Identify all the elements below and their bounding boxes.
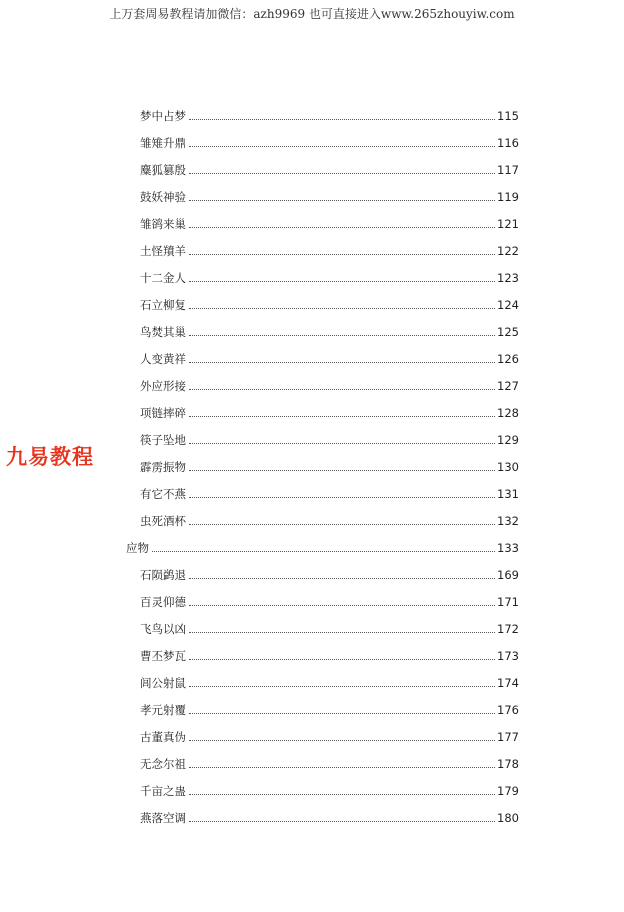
toc-entry-title: 燕落空调 — [140, 811, 186, 825]
toc-entry-title: 石立柳复 — [140, 298, 186, 312]
dot-leader — [189, 442, 495, 444]
toc-entry-title: 千亩之蛊 — [140, 784, 186, 798]
dot-leader — [189, 199, 495, 201]
toc-entry[interactable] — [140, 447, 519, 474]
toc-entry[interactable] — [140, 663, 519, 690]
toc-entry-title: 飞鸟以凶 — [140, 622, 186, 636]
dot-leader — [189, 766, 495, 768]
toc-entry-page-number: 125 — [497, 325, 519, 339]
toc-entry-page-number: 123 — [497, 271, 519, 285]
toc-entry[interactable] — [140, 123, 519, 150]
toc-entry[interactable] — [140, 744, 519, 771]
dot-leader — [189, 226, 495, 228]
dot-leader — [189, 712, 495, 714]
toc-entry-title: 鼓妖神验 — [140, 190, 186, 204]
toc-entry-title: 雏鹆来巢 — [140, 217, 186, 231]
toc-entry-title: 梦中占梦 — [140, 109, 186, 123]
toc-entry-page-number: 169 — [497, 568, 519, 582]
toc-entry-page-number: 126 — [497, 352, 519, 366]
toc-entry-page-number: 124 — [497, 298, 519, 312]
dot-leader — [189, 172, 495, 174]
dot-leader — [189, 253, 495, 255]
dot-leader — [189, 469, 495, 471]
toc-entry[interactable] — [140, 177, 519, 204]
dot-leader — [189, 361, 495, 363]
dot-leader — [152, 550, 495, 552]
dot-leader — [189, 118, 495, 120]
toc-entry-page-number: 115 — [497, 109, 519, 123]
toc-entry-title: 霹雳振物 — [140, 460, 186, 474]
dot-leader — [189, 793, 495, 795]
toc-entry-title: 麋狐篡殷 — [140, 163, 186, 177]
toc-entry[interactable] — [140, 501, 519, 528]
toc-entry-page-number: 178 — [497, 757, 519, 771]
toc-entry-page-number: 130 — [497, 460, 519, 474]
toc-entry-page-number: 129 — [497, 433, 519, 447]
toc-entry[interactable] — [140, 393, 519, 420]
dot-leader — [189, 658, 495, 660]
toc-entry-title: 百灵仰德 — [140, 595, 186, 609]
watermark-logo: 九易教程 — [6, 445, 94, 469]
dot-leader — [189, 496, 495, 498]
dot-leader — [189, 685, 495, 687]
toc-entry[interactable] — [140, 231, 519, 258]
toc-entry-title: 土怪羵羊 — [140, 244, 186, 258]
toc-entry[interactable] — [140, 690, 519, 717]
toc-entry-page-number: 117 — [497, 163, 519, 177]
dot-leader — [189, 145, 495, 147]
toc-entry-title: 曹丕梦瓦 — [140, 649, 186, 663]
toc-entry-title: 外应形接 — [140, 379, 186, 393]
toc-entry[interactable] — [140, 150, 519, 177]
toc-entry-page-number: 131 — [497, 487, 519, 501]
toc-entry-title: 鸟焚其巢 — [140, 325, 186, 339]
toc-entry[interactable] — [140, 366, 519, 393]
toc-entry[interactable] — [140, 771, 519, 798]
toc-entry-title: 无念尔祖 — [140, 757, 186, 771]
toc-entry[interactable] — [140, 420, 519, 447]
toc-entry-page-number: 172 — [497, 622, 519, 636]
toc-entry-page-number: 176 — [497, 703, 519, 717]
dot-leader — [189, 820, 495, 822]
dot-leader — [189, 631, 495, 633]
page-header: 上万套周易教程请加微信：azh9969 也可直接进入www.265zhouyiw.com — [109, 7, 515, 21]
toc-entry[interactable] — [140, 285, 519, 312]
dot-leader — [189, 523, 495, 525]
toc-entry-page-number: 122 — [497, 244, 519, 258]
dot-leader — [189, 280, 495, 282]
toc-entry[interactable] — [140, 339, 519, 366]
dot-leader — [189, 307, 495, 309]
toc-entry-page-number: 177 — [497, 730, 519, 744]
toc-entry[interactable] — [140, 555, 519, 582]
toc-entry-title: 筷子坠地 — [140, 433, 186, 447]
dot-leader — [189, 334, 495, 336]
toc-entry-title: 闾公射鼠 — [140, 676, 186, 690]
toc-entry[interactable] — [140, 609, 519, 636]
toc-entry-page-number: 173 — [497, 649, 519, 663]
toc-entry-page-number: 121 — [497, 217, 519, 231]
toc-entry-title: 石陨鹢退 — [140, 568, 186, 582]
toc-entry-title: 有它不燕 — [140, 487, 186, 501]
toc-entry-page-number: 174 — [497, 676, 519, 690]
toc-entry-title: 古董真伪 — [140, 730, 186, 744]
toc-entry-page-number: 133 — [497, 541, 519, 555]
toc-entry[interactable] — [140, 204, 519, 231]
toc-entry[interactable] — [140, 717, 519, 744]
toc-entry-page-number: 171 — [497, 595, 519, 609]
toc-entry-page-number: 119 — [497, 190, 519, 204]
toc-entry[interactable] — [126, 528, 519, 555]
toc-entry-title: 虫死酒杯 — [140, 514, 186, 528]
toc-entry-page-number: 180 — [497, 811, 519, 825]
toc-entry-title: 雏雉升鼎 — [140, 136, 186, 150]
toc-entry-page-number: 128 — [497, 406, 519, 420]
toc-entry[interactable] — [140, 96, 519, 123]
toc-entry-title: 项链摔碎 — [140, 406, 186, 420]
toc-entry[interactable] — [140, 582, 519, 609]
toc-entry-title: 应物 — [126, 541, 149, 555]
dot-leader — [189, 739, 495, 741]
toc-entry-title: 人变黄祥 — [140, 352, 186, 366]
toc-entry[interactable] — [140, 258, 519, 285]
toc-entry-page-number: 127 — [497, 379, 519, 393]
toc-entry-page-number: 116 — [497, 136, 519, 150]
toc-entry-page-number: 132 — [497, 514, 519, 528]
dot-leader — [189, 415, 495, 417]
dot-leader — [189, 577, 495, 579]
toc-entry[interactable] — [140, 798, 519, 825]
toc-entry[interactable] — [140, 312, 519, 339]
toc-entry[interactable] — [140, 474, 519, 501]
toc-entry-page-number: 179 — [497, 784, 519, 798]
toc-entry[interactable] — [140, 636, 519, 663]
dot-leader — [189, 388, 495, 390]
toc-entry-title: 孝元射覆 — [140, 703, 186, 717]
dot-leader — [189, 604, 495, 606]
toc-entry-title: 十二金人 — [140, 271, 186, 285]
